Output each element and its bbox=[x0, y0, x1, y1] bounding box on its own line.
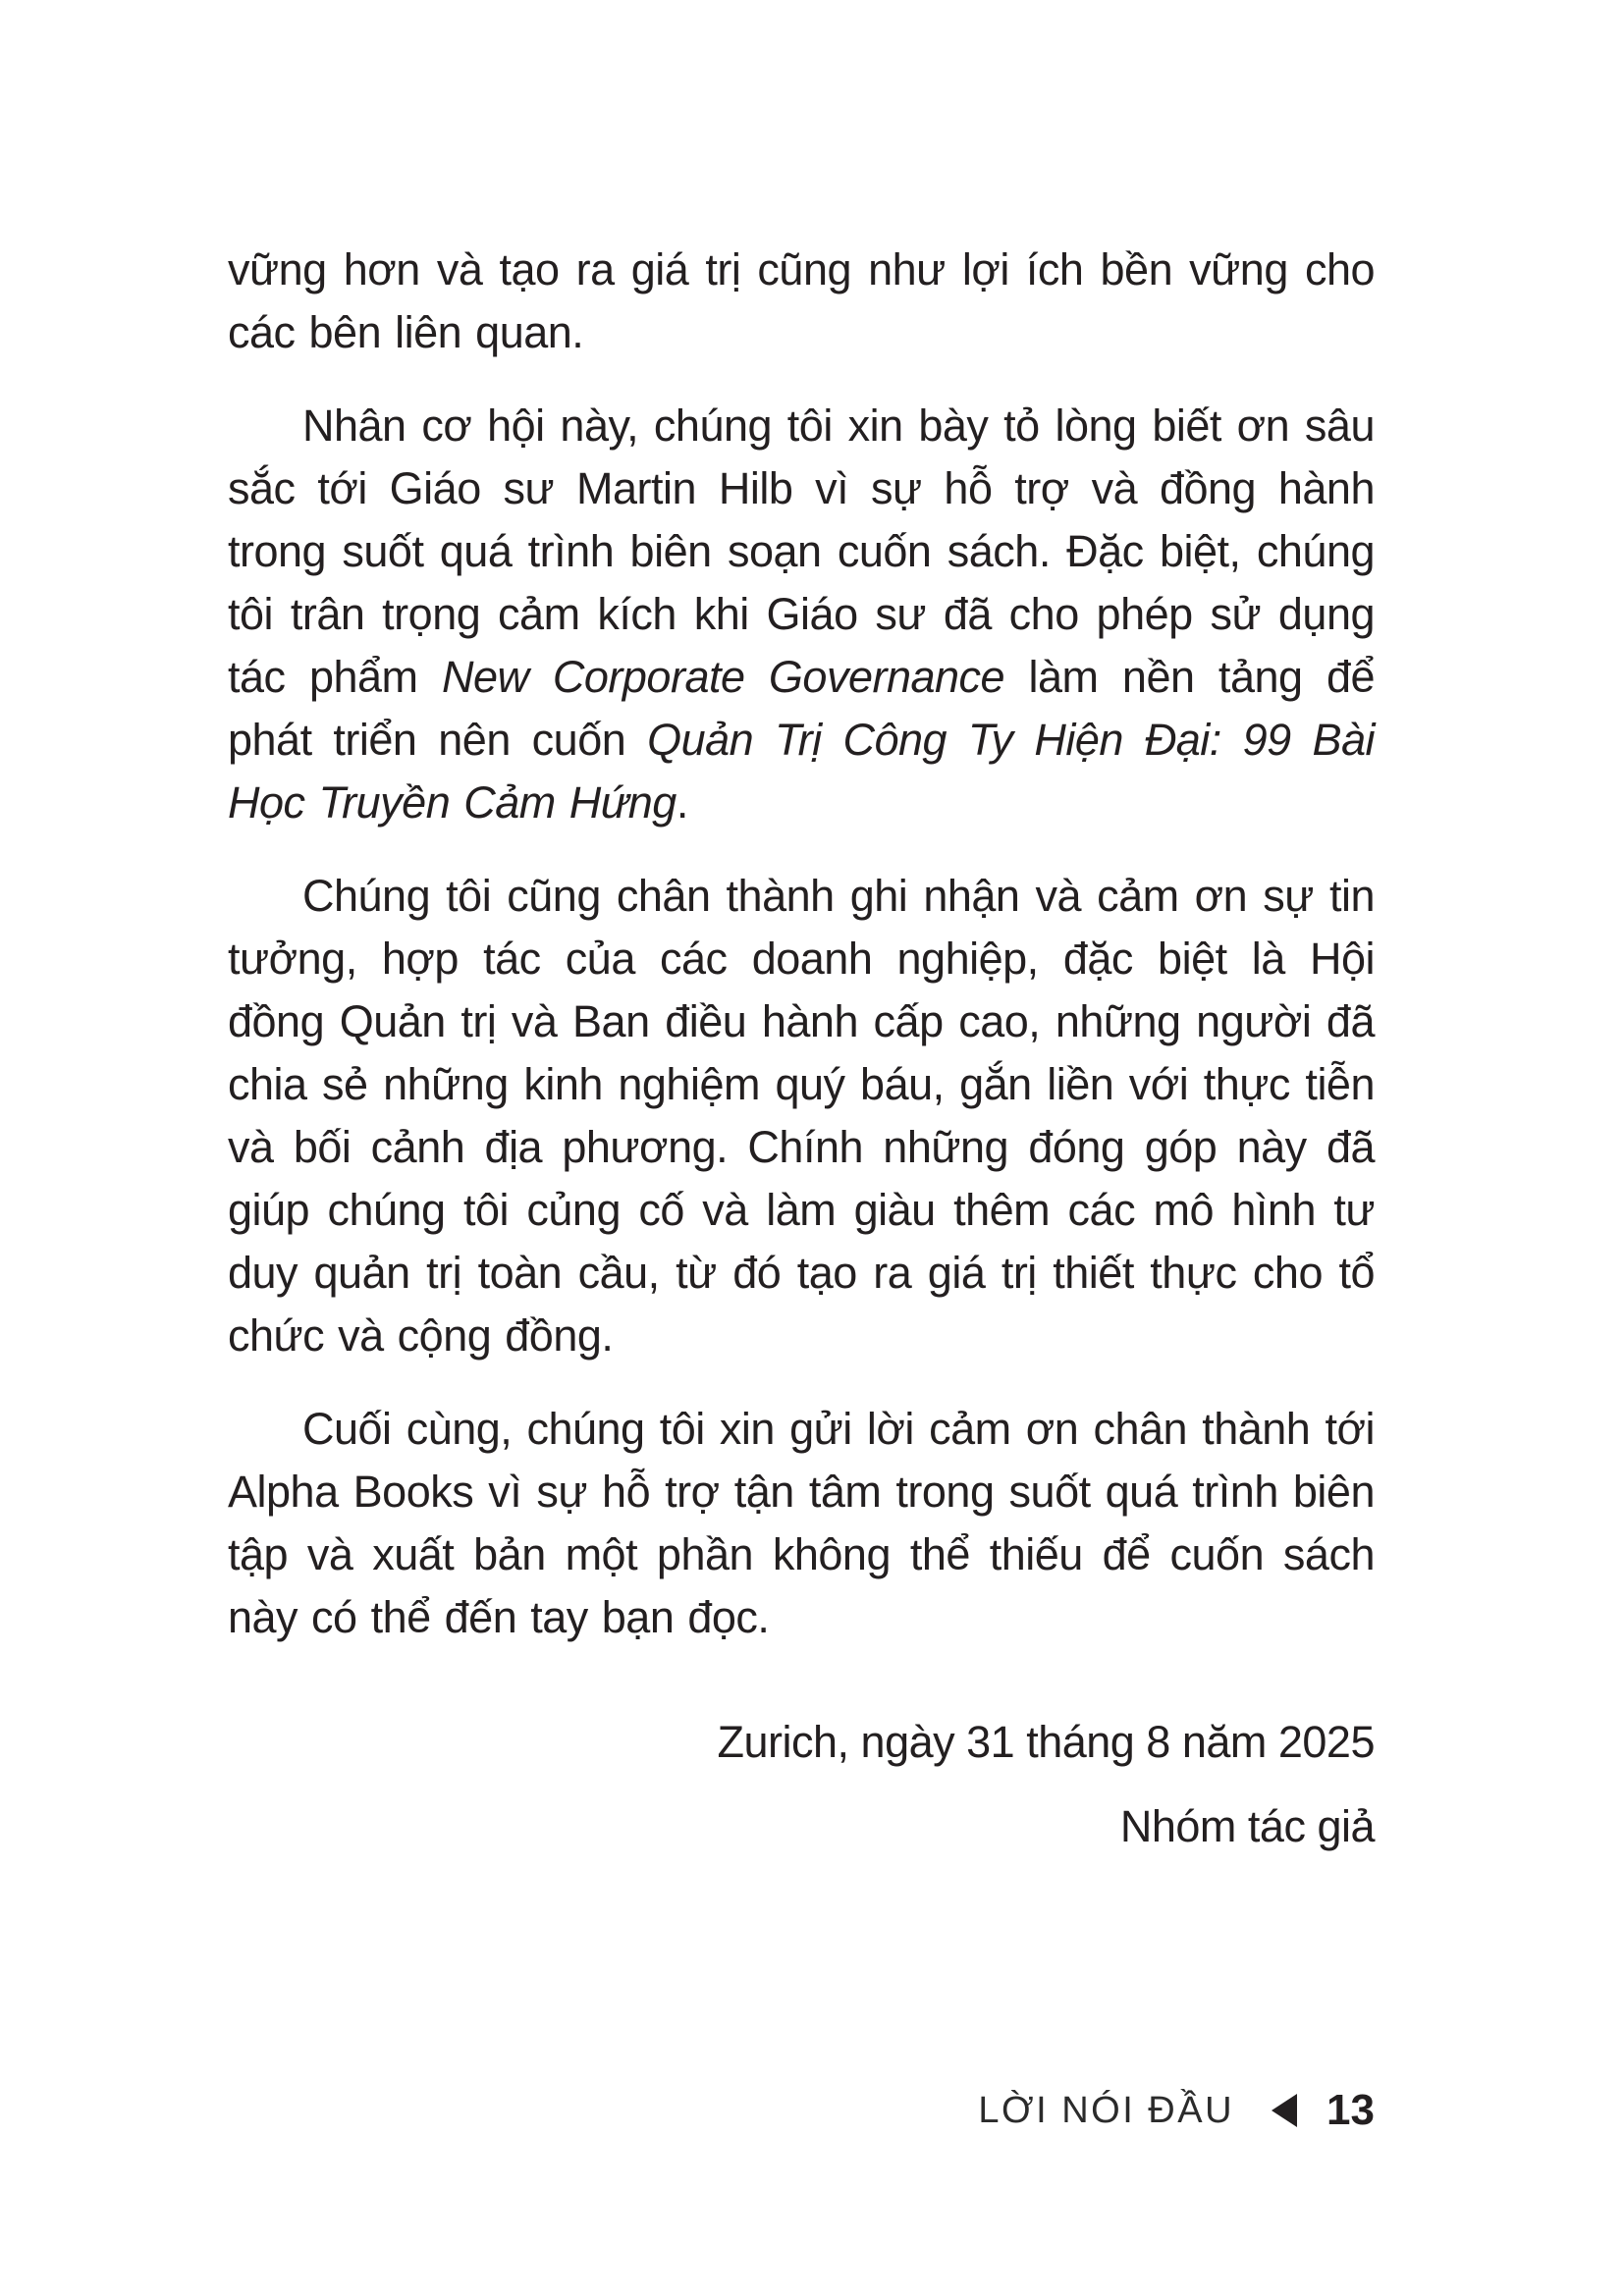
text-segment: vững hơn và tạo ra giá trị cũng như lợi ích bền vững cho các bên liên quan. bbox=[228, 244, 1375, 357]
signoff-block bbox=[228, 1700, 1375, 1869]
signoff-place-date: Zurich, ngày 31 tháng 8 năm 2025 bbox=[717, 1717, 1375, 1767]
paragraph-continuation bbox=[228, 239, 1375, 364]
signoff-author: Nhóm tác giả bbox=[1119, 1801, 1375, 1851]
text-segment: . bbox=[676, 777, 688, 828]
paragraph-acknowledgement-businesses bbox=[228, 865, 1375, 1367]
text-segment: Cuối cùng, chúng tôi xin gửi lời cảm ơn chân thành tới Alpha Books vì sự hỗ trợ tận tâm trong suốt quá trình biên tập và xuất bản một phần không thể thiếu để cuốn sách này có thể đến tay bạn đọc. bbox=[228, 1404, 1375, 1642]
italic-text-segment: New Corporate Governance bbox=[441, 652, 1005, 702]
left-triangle-icon bbox=[1272, 2094, 1297, 2127]
text-segment: Nhân cơ hội này, chúng tôi xin bày tỏ lòng biết ơn sâu sắc tới Giáo sư Martin Hilb vì sự hỗ trợ và đồng hành trong suốt quá trình biên soạn cuốn sách. Đặc biệt, chúng tôi trân trọng cảm kích khi Giáo sư đã cho phép sử dụng tác phẩm bbox=[228, 400, 1375, 702]
footer-section-title: LỜI NÓI ĐẦU bbox=[978, 2089, 1235, 2131]
body-text-block bbox=[228, 239, 1375, 1869]
footer-page-number: 13 bbox=[1326, 2086, 1375, 2134]
paragraph-acknowledgement-hilb bbox=[228, 395, 1375, 834]
paragraph-acknowledgement-alphabooks bbox=[228, 1398, 1375, 1649]
text-segment: làm nền tảng để phát triển nên cuốn bbox=[228, 652, 1375, 765]
text-segment: Chúng tôi cũng chân thành ghi nhận và cảm ơn sự tin tưởng, hợp tác của các doanh nghiệp, đặc biệt là Hội đồng Quản trị và Ban điều hành cấp cao, những người đã chia sẻ những kinh nghiệm quý báu, gắn liền với thực tiễn và bối cảnh địa phương. Chính những đóng góp này đã giúp chúng tôi củng cố và làm giàu thêm các mô hình tư duy quản trị toàn cầu, từ đó tạo ra giá trị thiết thực cho tổ chức và cộng đồng. bbox=[228, 871, 1375, 1361]
italic-text-segment: Quản Trị Công Ty Hiện Đại: 99 Bài Học Truyền Cảm Hứng bbox=[228, 715, 1376, 828]
page-footer bbox=[978, 2083, 1375, 2138]
